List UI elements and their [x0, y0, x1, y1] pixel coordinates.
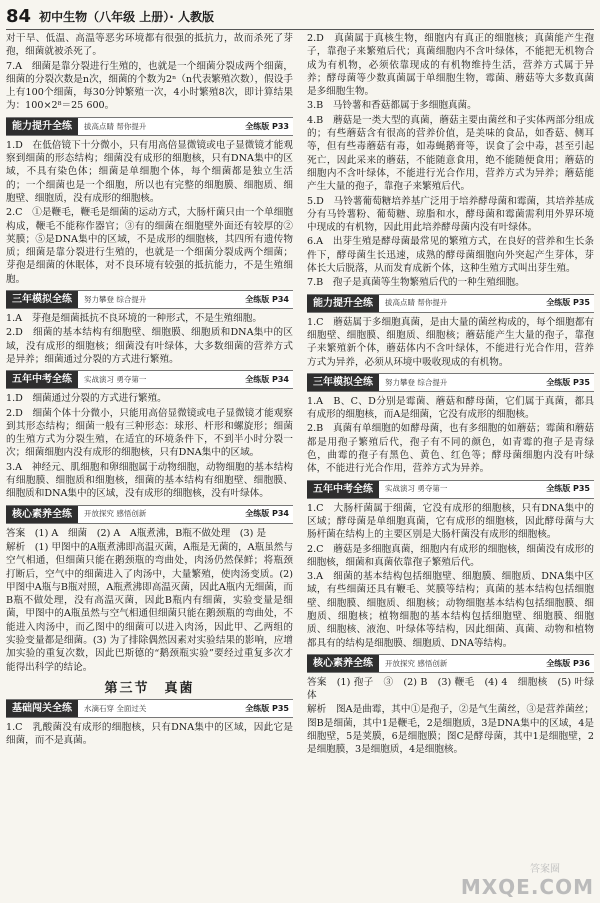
section-tag: 五年中考全练 [307, 481, 379, 498]
answer-paragraph: 3.B 马铃薯和香菇都属于多细胞真菌。 [307, 100, 477, 112]
answer-paragraph: 4.B 蘑菇是一类大型的真菌，蘑菇主要由菌丝和子实体两部分组成的；有些蘑菇含有很高的营养价值，是美味的食品，如香菇、侧耳等，但有些毒蘑菇有毒，如毒蝇鹅膏等，误食了会中毒，甚至引起死亡，因此采来的蘑菇，不能随意食用，绝不能随便食用；蘑菇的细胞内不含叶绿体，不能进行光合作用，营养方式为异养；蘑菇能产生大量的孢子，靠孢子来繁殖后代。 [307, 114, 594, 193]
section-subtitle: 实战演习 勇夺第一 [385, 484, 448, 494]
answer-paragraph: 3.A 神经元、肌细胞和卵细胞属于动物细胞，动物细胞的基本结构有细胞膜、细胞质和细胞核，细菌的基本结构有细胞壁、细胞膜、细胞质和DNA集中的区域，没有成形的细胞核，没有叶绿体。 [6, 461, 293, 500]
section-page-ref: 全练版 P35 [245, 704, 289, 714]
answer-paragraph: 对干旱、低温、高温等恶劣环境都有很强的抵抗力，故而杀死了芽孢，细菌就被杀死了。 [6, 33, 293, 58]
section-subtitle: 努力攀登 综合提升 [84, 294, 147, 304]
section-subtitle: 水滴石穿 全面过关 [84, 704, 147, 714]
section-tag: 核心素养全练 [6, 506, 78, 523]
answer-paragraph: 1.D 在低倍镜下十分微小，只有用高倍显微镜或电子显微镜才能观察到细菌的形态结构；细菌没有成形的细胞核，只有DNA集中的区域，不具有染色体；细菌是单细胞个体，每个细菌都是独立生活的；一个细菌也是一个细胞，所以也有完整的细胞膜、细胞质、细胞壁、细胞质，没有成形的细胞核。 [6, 139, 293, 204]
right-column [307, 32, 594, 758]
watermark-small: 答案圈 [530, 864, 560, 875]
answer-paragraph: 1.D 细菌通过分裂的方式进行繁殖。 [6, 393, 167, 405]
answer-paragraph: 2.B 真菌有单细胞的如酵母菌，也有多细胞的如蘑菇；霉菌和蘑菇都是用孢子繁殖后代，孢子有不同的颜色，如青霉的孢子是青绿色，曲霉的孢子有黑色、黄色、红色等；酵母菌细胞内没有叶绿体，不能进行光合作用，营养方式为异养。 [307, 423, 594, 475]
answer-paragraph: 解析 图A是曲霉，其中①是孢子，②是气生菌丝，③是营养菌丝；图B是细菌，其中1是鞭毛，2是细胞质，3是DNA集中的区域，4是细胞壁，5是荚膜，6是细胞膜；图C是酵母菌，其中1是细胞壁，2是细胞膜，3是细胞质，4是细胞核。 [307, 704, 594, 756]
answer-paragraph: 1.A B、C、D分别是霉菌、蘑菇和酵母菌，它们属于真菌，都具有成形的细胞核，而A是细菌，它没有成形的细胞核。 [307, 395, 594, 421]
answer-paragraph: 6.A 出芽生殖是酵母菌最常见的繁殖方式，在良好的营养和生长条件下，酵母菌生长迅速，成熟的酵母菌细胞向外突起产生芽体，芽体长大后脱落，从而发育成新个体，这种生殖方式叫出芽生殖。 [307, 236, 594, 275]
exercise-section-header [6, 117, 293, 136]
section-tag: 能力提升全练 [6, 118, 78, 135]
answer-paragraph: 5.D 马铃薯葡萄糖培养基广泛用于培养酵母菌和霉菌，其培养基成分有马铃薯粉、葡萄糖、琼脂和水，酵母菌和霉菌需利用外界环境中现成的有机物，因此用此培养酵母菌内没有叶绿体。 [307, 195, 594, 234]
section-subtitle: 开放探究 感悟创新 [385, 658, 448, 668]
answer-paragraph: 7.B 孢子是真菌等生物繁殖后代的一种生殖细胞。 [307, 277, 525, 289]
exercise-section-header [6, 370, 293, 389]
section-page-ref: 全练版 P34 [245, 509, 289, 519]
book-title: 初中生物（八年级 上册）· 人教版 [39, 9, 214, 24]
section-subtitle: 拔高点睛 帮你提升 [84, 121, 147, 131]
exercise-section-header [6, 505, 293, 524]
exercise-section-header [6, 699, 293, 718]
page-header [6, 3, 594, 30]
section-page-ref: 全练版 P34 [245, 375, 289, 385]
section-tag: 五年中考全练 [6, 371, 78, 388]
answer-paragraph: 解析 (1) 甲图中的A瓶煮沸即高温灭菌，A瓶是无菌的，A瓶虽然与空气相通，但细菌只能在鹅颈瓶的弯曲处，肉汤仍然保鲜；将瓶颈打断后，空气中的细菌进入了肉汤中，大量繁殖，使肉汤变质。(2) 甲图中A瓶与B瓶对照，A瓶煮沸即高温灭菌，因此A瓶内无细菌，而B瓶不做处理，没有高温灭菌，因此B瓶内有细菌，实验变量是细菌，甲图中的A瓶虽然与空气相通但细菌只能在鹅颈瓶的弯曲处，不能进入肉汤中，而乙图中的细菌可以进入肉汤，因此甲、乙两组的实验变量都是细菌。(3) 为了排除偶然因素对实验结果的影响，应增加实验的重复次数，因此巴斯德的“鹅颈瓶实验”要经过重复多次才能得出科学的结论。 [6, 541, 293, 673]
answer-paragraph: 3.A 细菌的基本结构包括细胞壁、细胞膜、细胞质、DNA集中区域，有些细菌还具有鞭毛、荚膜等结构；真菌的基本结构包括细胞壁、细胞膜、细胞质、细胞核；动物细胞基本结构包括细胞膜、细胞质、细胞核；植物细胞的基本结构包括细胞壁、细胞膜、细胞质、细胞核、液泡、叶绿体等结构，因此细菌、真菌、动物和植物都具有的结构是细胞膜、细胞质、DNA等结构。 [307, 571, 594, 649]
chapter-section-title: 第三节 真菌 [104, 680, 195, 696]
section-subtitle: 实战演习 勇夺第一 [84, 375, 147, 385]
answer-paragraph: 1.C 蘑菇属于多细胞真菌，是由大量的菌丝构成的，每个细胞都有细胞壁、细胞膜、细胞质、细胞核；蘑菇能产生大量的孢子，靠孢子来繁殖新个体，蘑菇体内不含叶绿体，不能进行光合作用，营养方式为异养，必须从环境中吸收现成的有机物。 [307, 316, 594, 368]
answer-paragraph: 1.C 乳酸菌没有成形的细胞核，只有DNA集中的区域，因此它是细菌，而不是真菌。 [6, 722, 293, 747]
answer-paragraph: 1.A 芽孢是细菌抵抗不良环境的一种形式，不是生殖细胞。 [6, 313, 262, 325]
section-subtitle: 努力攀登 综合提升 [385, 377, 448, 387]
answer-paragraph: 2.D 细菌个体十分微小，只能用高倍显微镜或电子显微镜才能观察到其形态结构；细菌一般有三种形态：球形、杆形和螺旋形；细菌的生殖方式为分裂生殖，在适宜的环境条件下，不到半小时分裂一次；细菌细胞内没有成形的细胞核，只有DNA集中的区域。 [6, 407, 293, 459]
answer-paragraph: 2.C 蘑菇是多细胞真菌，细胞内有成形的细胞核，细菌没有成形的细胞核，细菌和真菌依靠孢子繁殖后代。 [307, 543, 594, 568]
page-number: 84 [6, 5, 32, 27]
answer-paragraph: 1.C 大肠杆菌属于细菌，它没有成形的细胞核，只有DNA集中的区域；酵母菌是单细胞真菌，它有成形的细胞核，因此酵母菌与大肠杆菌在结构上的主要区别是大肠杆菌没有成形的细胞核。 [307, 502, 594, 541]
section-tag: 能力提升全练 [307, 295, 379, 312]
answer-paragraph: 答案 (1) A 细菌 (2) A A瓶煮沸，B瓶不做处理 (3) 是 [6, 527, 267, 539]
answer-paragraph: 答案 (1) 孢子 ③ (2) B (3) 鞭毛 (4) 4 细胞核 (5) 叶绿体 [307, 676, 594, 702]
section-page-ref: 全练版 P35 [546, 377, 590, 387]
exercise-section-header [6, 290, 293, 309]
left-column [6, 32, 293, 749]
section-tag: 三年模拟全练 [6, 291, 78, 308]
section-page-ref: 全练版 P33 [245, 121, 289, 131]
section-tag: 三年模拟全练 [307, 374, 379, 391]
section-subtitle: 拔高点睛 帮你提升 [385, 298, 448, 308]
answer-paragraph: 2.C ①是鞭毛，鞭毛是细菌的运动方式，大肠杆菌只由一个单细胞构成，鞭毛不能称作器官；③有的细菌在细胞壁外面还有较厚的②荚膜；⑤是DNA集中的区域，不是成形的细胞核，其四所有遗传物质；细菌是靠分裂进行生殖的，也就是一个细菌分裂成两个细菌；芽孢是细菌的休眠体，对不良环境有较强的抵抗能力，不是生殖细胞。 [6, 207, 293, 285]
section-page-ref: 全练版 P35 [546, 298, 590, 308]
section-page-ref: 全练版 P34 [245, 294, 289, 304]
section-subtitle: 开放探究 感悟创新 [84, 509, 147, 519]
exercise-section-header [307, 373, 594, 392]
answer-paragraph: 2.D 细菌的基本结构有细胞壁、细胞膜、细胞质和DNA集中的区域，没有成形的细胞核；细菌没有叶绿体，大多数细菌的营养方式是异养；细菌通过分裂的方式进行繁殖。 [6, 327, 293, 365]
answer-paragraph: 2.D 真菌属于真核生物，细胞内有真正的细胞核；真菌能产生孢子，靠孢子来繁殖后代；真菌细胞内不含叶绿体，不能把无机物合成为有机物，必须依靠现成的有机物维持生活，营养方式属于异养；酵母菌等少数真菌属于单细胞生物，霉菌、蘑菇等大多数真菌是多细胞生物。 [307, 33, 594, 98]
section-tag: 核心素养全练 [307, 655, 379, 672]
section-page-ref: 全练版 P35 [546, 484, 590, 494]
exercise-section-header [307, 480, 594, 499]
watermark: MXQE.COM [460, 875, 594, 899]
section-tag: 基础闯关全练 [6, 700, 78, 717]
exercise-section-header [307, 654, 594, 673]
answer-paragraph: 7.A 细菌是靠分裂进行生殖的，也就是一个细菌分裂成两个细菌，细菌的分裂次数是n次，细菌的个数为2ⁿ（n代表繁殖次数），假设手上有100个细菌，每30分钟繁殖一次，4小时繁殖8次，即计算结果为：100×2⁸＝25 600。 [6, 60, 293, 112]
exercise-section-header [307, 294, 594, 313]
section-page-ref: 全练版 P36 [546, 658, 590, 668]
